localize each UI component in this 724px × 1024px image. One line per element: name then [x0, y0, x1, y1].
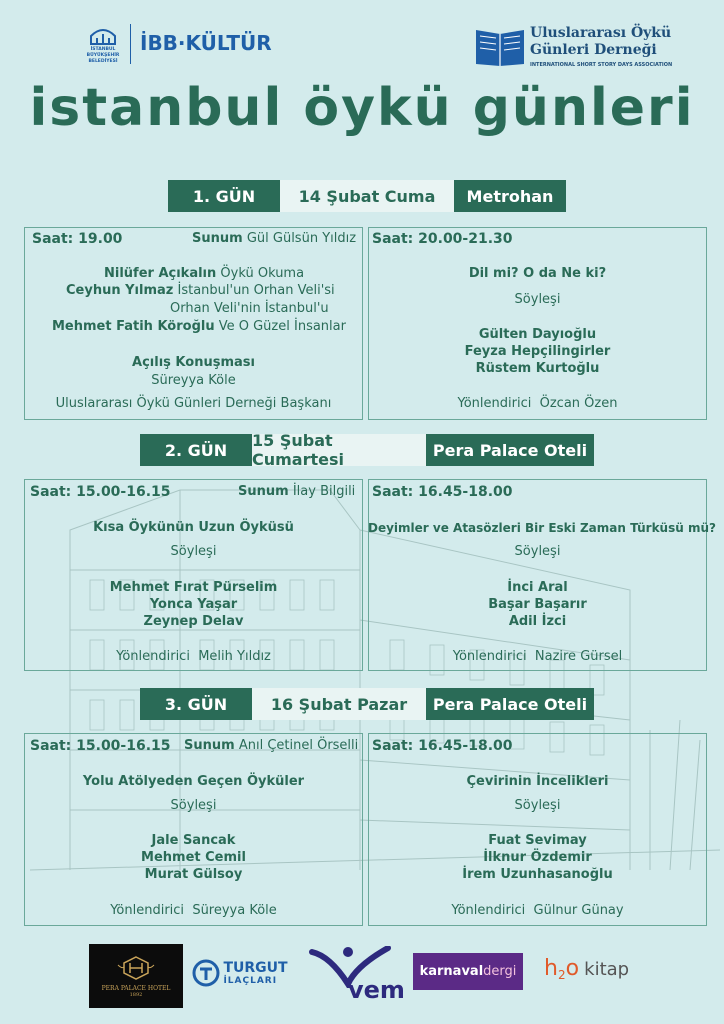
- moderator-name: Gülnur Günay: [533, 903, 624, 918]
- day3-left-type: Söyleşi: [170, 798, 217, 813]
- day3-label: 3. GÜN: [140, 688, 252, 720]
- day2-label: 2. GÜN: [140, 434, 252, 466]
- day3-right-title: Çevirinin İncelikleri: [466, 774, 609, 789]
- day3-left-speaker2: Mehmet Cemil: [141, 850, 246, 865]
- moderator-label: Yönlendirici: [452, 649, 527, 664]
- association-name-line2: Günleri Derneği: [530, 42, 657, 58]
- moderator-label: Yönlendirici: [116, 649, 190, 664]
- day1-venue: Metrohan: [454, 180, 566, 212]
- day2-left-title: Kısa Öykünün Uzun Öyküsü: [93, 520, 294, 535]
- day1-left-time: Saat: 19.00: [32, 231, 123, 247]
- talk-title: İstanbul'un Orhan Veli'si: [177, 283, 335, 298]
- talk-title: Ve O Güzel İnsanlar: [218, 319, 346, 334]
- turgut-name: TURGUT: [223, 959, 288, 976]
- day2-left-session: [24, 479, 363, 671]
- day2-left-speaker1: Mehmet Fırat Pürselim: [109, 580, 278, 595]
- day3-right-time: Saat: 16.45-18.00: [372, 738, 513, 754]
- sunum-name: İlay Bilgili: [292, 484, 356, 499]
- sunum-label: Sunum: [184, 738, 235, 753]
- day1-line1: [104, 266, 304, 282]
- h2o-2: 2: [557, 968, 566, 983]
- moderator-label: Yönlendirici: [110, 903, 185, 918]
- dergi-text: dergi: [483, 964, 517, 979]
- day1-right-speaker2: Feyza Hepçilingirler: [464, 344, 611, 359]
- h2o-kitap-logo: [544, 956, 644, 990]
- day2-right-type: Söyleşi: [514, 544, 561, 559]
- day1-opening-title: Açılış Konuşması: [132, 355, 255, 370]
- vem-text: vem: [348, 976, 405, 1004]
- turgut-subtitle: İLAÇLARI: [223, 975, 278, 986]
- day1-line3: [170, 301, 329, 317]
- day1-opening-name: Süreyya Köle: [151, 373, 236, 388]
- sunum-name: Anıl Çetinel Örselli: [238, 738, 359, 753]
- sunum-name: Gül Gülsün Yıldız: [246, 231, 357, 246]
- association-name-en: INTERNATIONAL SHORT STORY DAYS ASSOCIATION: [530, 62, 673, 68]
- vem-logo: [304, 946, 404, 1006]
- day3-left-moderator: [24, 903, 363, 919]
- day3-left-speaker1: Jale Sancak: [151, 833, 236, 848]
- day1-right-type: Söyleşi: [514, 292, 561, 307]
- karnaval-text: karnaval: [419, 964, 484, 979]
- day2-right-time: Saat: 16.45-18.00: [372, 484, 513, 500]
- day1-label: 1. GÜN: [168, 180, 280, 212]
- day1-date: 14 Şubat Cuma: [280, 180, 454, 212]
- day1-line4: [52, 319, 346, 335]
- day3-left-speaker3: Murat Gülsoy: [144, 867, 243, 882]
- moderator-name: Süreyya Köle: [192, 903, 277, 918]
- day2-left-moderator: [24, 649, 363, 665]
- day3-right-speaker3: İrem Uzunhasanoğlu: [462, 867, 613, 882]
- day1-right-time: Saat: 20.00-21.30: [372, 231, 513, 247]
- day1-right-title: Dil mi? O da Ne ki?: [468, 266, 607, 281]
- day3-header: [140, 688, 594, 720]
- turgut-emblem-icon: [192, 959, 220, 987]
- day1-right-speaker1: Gülten Dayıoğlu: [478, 327, 597, 342]
- talk-title: Öykü Okuma: [220, 266, 305, 281]
- day3-left-sunum: [184, 738, 358, 754]
- sunum-label: Sunum: [192, 231, 243, 246]
- day2-left-type: Söyleşi: [170, 544, 217, 559]
- kitap-text: kitap: [584, 959, 630, 980]
- day3-right-type: Söyleşi: [514, 798, 561, 813]
- moderator-name: Nazire Gürsel: [534, 649, 623, 664]
- moderator-name: Özcan Özen: [539, 396, 618, 411]
- day2-right-session: [368, 479, 716, 671]
- h2o-h: h: [544, 956, 558, 981]
- speaker-name: Mehmet Fatih Köroğlu: [52, 319, 215, 334]
- day2-header: [140, 431, 594, 469]
- association-name-line1: Uluslararası Öykü: [530, 25, 672, 41]
- day2-right-title: Deyimler ve Atasözleri Bir Eski Zaman Türküsü mü?: [368, 521, 716, 535]
- talk-title: Orhan Veli'nin İstanbul'u: [170, 301, 329, 316]
- day3-right-speaker2: İlknur Özdemir: [483, 850, 592, 865]
- day1-right-session: [368, 227, 707, 420]
- moderator-name: Melih Yıldız: [198, 649, 271, 664]
- day2-left-speaker3: Zeynep Delav: [143, 614, 244, 629]
- day3-date: 16 Şubat Pazar: [252, 688, 426, 720]
- pera-logo-year: 1892: [129, 991, 143, 998]
- ibb-kultur-logo: İBB·KÜLTÜR: [140, 31, 272, 55]
- pera-logo-name: PERA PALACE HOTEL: [101, 984, 171, 992]
- day1-header: [168, 180, 566, 212]
- day1-right-speaker3: Rüstem Kurtoğlu: [475, 361, 600, 376]
- ibb-logo-text: İSTANBUL BÜYÜKŞEHİR BELEDİYESİ: [86, 47, 120, 64]
- day2-left-time: Saat: 15.00-16.15: [30, 484, 171, 500]
- day2-right-speaker2: Başar Başarır: [488, 597, 587, 612]
- day3-left-time: Saat: 15.00-16.15: [30, 738, 171, 754]
- day1-opening-role: Uluslararası Öykü Günleri Derneği Başkanı: [55, 396, 332, 411]
- day1-line2: [66, 283, 335, 299]
- day2-right-speaker1: İnci Aral: [507, 580, 568, 595]
- day1-right-moderator: [368, 396, 707, 412]
- day3-left-title: Yolu Atölyeden Geçen Öyküler: [82, 774, 305, 789]
- day1-left-sunum: [192, 231, 356, 247]
- day3-right-speaker1: Fuat Sevimay: [488, 833, 587, 848]
- day2-right-moderator: [368, 649, 707, 665]
- day2-venue: Pera Palace Oteli: [426, 434, 594, 466]
- day2-date: 15 Şubat Cumartesi: [252, 434, 426, 466]
- speaker-name: Ceyhun Yılmaz: [66, 283, 174, 298]
- day3-left-session: [24, 733, 363, 926]
- h2o-o: o: [565, 956, 580, 981]
- pera-palace-logo: [89, 944, 183, 1008]
- day2-left-speaker2: Yonca Yaşar: [149, 597, 238, 612]
- open-book-icon: [474, 26, 526, 68]
- ibb-emblem-icon: [88, 24, 118, 46]
- karnaval-dergi-logo: [413, 953, 523, 990]
- moderator-label: Yönlendirici: [457, 396, 532, 411]
- moderator-label: Yönlendirici: [451, 903, 526, 918]
- day3-right-moderator: [368, 903, 707, 919]
- day3-right-session: [368, 733, 707, 926]
- day3-venue: Pera Palace Oteli: [426, 688, 594, 720]
- speaker-name: Nilüfer Açıkalın: [104, 266, 217, 281]
- main-title: istanbul öykü günleri: [29, 78, 695, 138]
- header-divider: [130, 24, 131, 64]
- turgut-logo: [192, 956, 288, 990]
- pera-crest-icon: [116, 955, 156, 981]
- day2-right-speaker3: Adil İzci: [508, 614, 567, 629]
- day2-left-sunum: [238, 484, 355, 500]
- sunum-label: Sunum: [238, 484, 289, 499]
